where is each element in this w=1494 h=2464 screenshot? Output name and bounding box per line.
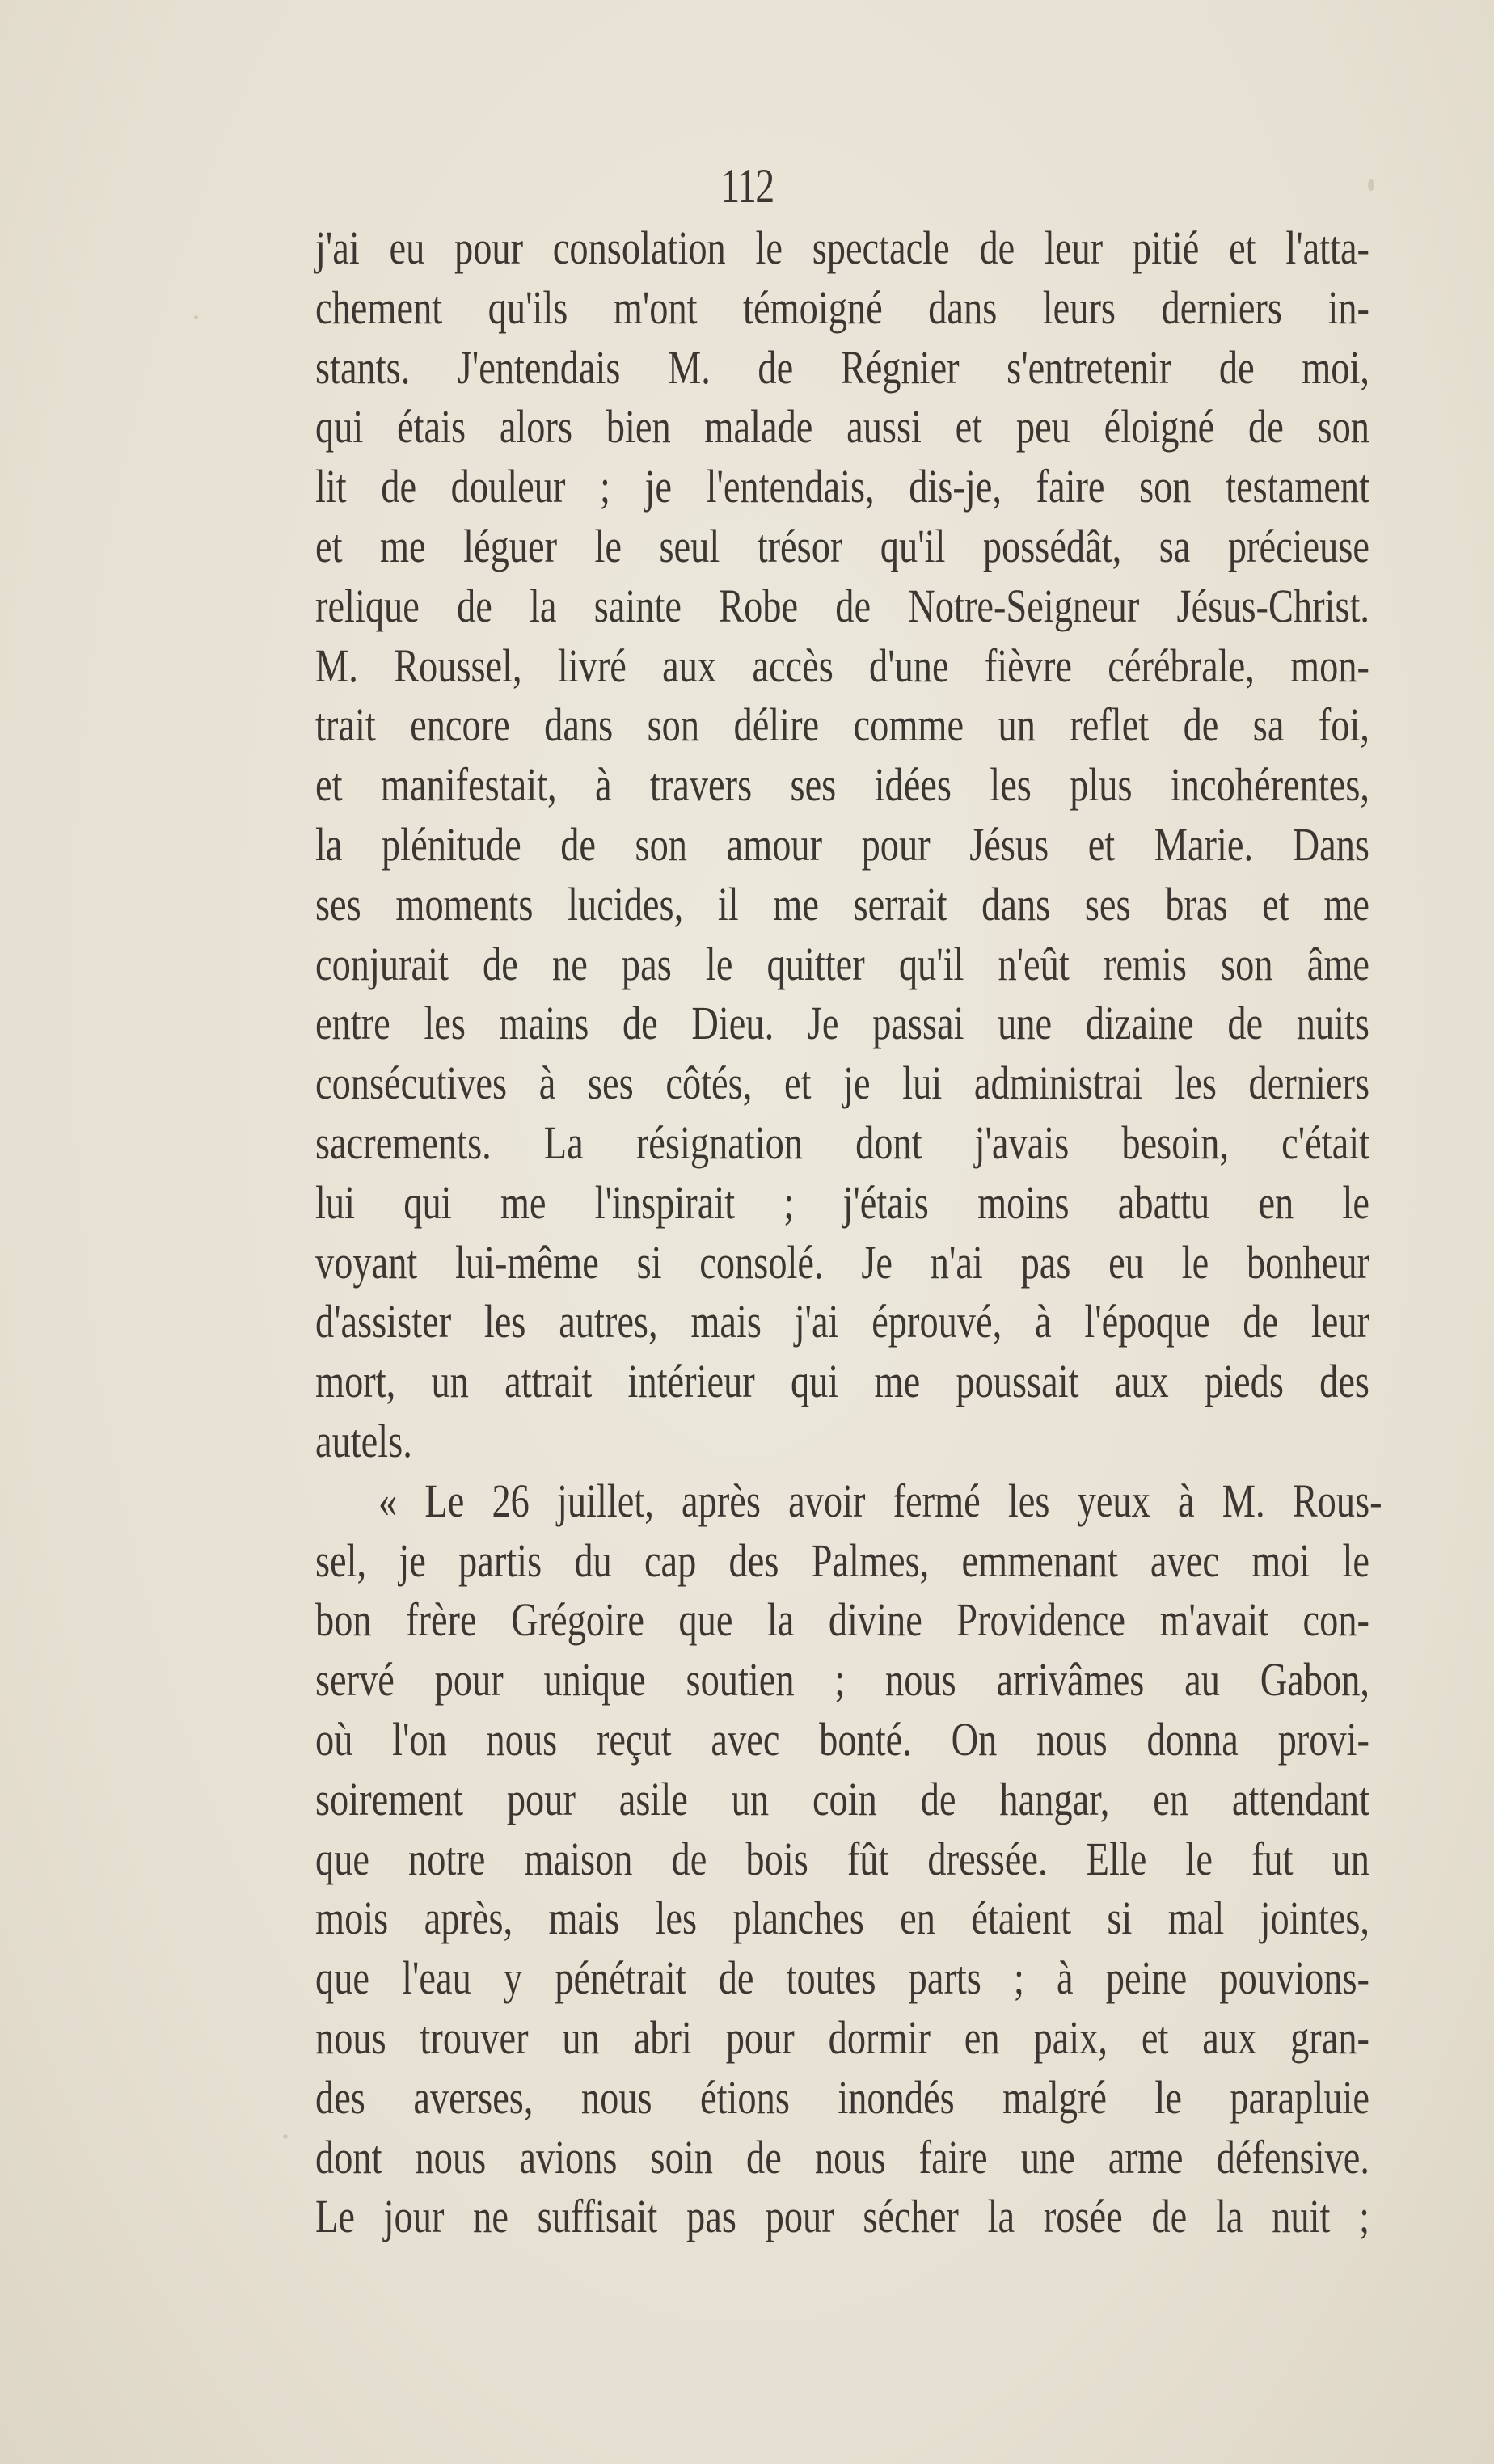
text-line [315, 1173, 1370, 1233]
text-line-content: trait encore dans son délire comme un reflet de sa foi, [315, 698, 1370, 752]
text-line [315, 1352, 1370, 1411]
text-line [315, 576, 1370, 636]
text-line-content: j'ai eu pour consolation le spectacle de leur pitié et l'atta- [315, 222, 1370, 274]
text-line [315, 2187, 1370, 2247]
page-number: 112 [720, 159, 774, 213]
text-line-content: des averses, nous étions inondés malgré le parapluie [315, 2070, 1370, 2124]
text-line [315, 2128, 1370, 2188]
text-line-content: consécutives à ses côtés, et je lui administrai les derniers [315, 1057, 1370, 1110]
text-line-content: bon frère Grégoire que la divine Providence m'avait con- [315, 1593, 1370, 1647]
text-line [315, 1053, 1370, 1113]
text-line-content: « Le 26 juillet, après avoir fermé les yeux à M. Rous- [378, 1474, 1382, 1527]
text-line [315, 1770, 1370, 1829]
text-line [315, 517, 1370, 576]
text-line-content: sel, je partis du cap des Palmes, emmenant avec moi le [315, 1534, 1370, 1587]
text-line [315, 2008, 1370, 2068]
text-line [315, 1233, 1370, 1293]
text-line-content: qui étais alors bien malade aussi et peu éloigné de son [315, 400, 1370, 454]
text-line [315, 218, 1370, 278]
text-line [315, 1948, 1370, 2008]
text-line [315, 397, 1370, 457]
text-line [315, 2068, 1370, 2128]
text-line-content: et me léguer le seul trésor qu'il possédât, sa précieuse [315, 519, 1370, 572]
paper-stain [283, 2134, 288, 2139]
text-line-content: où l'on nous reçut avec bonté. On nous donna provi- [315, 1712, 1370, 1766]
text-line [315, 1650, 1370, 1710]
text-line-content: dont nous avions soin de nous faire une arme défensive. [315, 2130, 1370, 2183]
text-line [315, 815, 1370, 875]
text-line [315, 278, 1370, 338]
text-line-content: conjurait de ne pas le quitter qu'il n'eût remis son âme [315, 937, 1370, 990]
paper-stain [194, 315, 198, 319]
text-line-content: servé pour unique soutien ; nous arrivâmes au Gabon, [315, 1653, 1370, 1707]
text-line-content: d'assister les autres, mais j'ai éprouvé, à l'époque de leur [315, 1295, 1370, 1348]
text-line-content: soirement pour asile un coin de hangar, en attendant [315, 1772, 1370, 1825]
text-line [315, 457, 1370, 517]
text-line [315, 338, 1370, 398]
text-line [315, 1292, 1370, 1352]
text-line-content: mois après, mais les planches en étaient si mal jointes, [315, 1892, 1370, 1945]
text-line [315, 994, 1370, 1053]
text-line-content: voyant lui-même si consolé. Je n'ai pas eu le bonheur [315, 1235, 1370, 1289]
text-line [315, 875, 1370, 935]
text-line-content: lui qui me l'inspirait ; j'étais moins abattu en le [315, 1175, 1370, 1229]
text-line [315, 935, 1370, 994]
text-line-content: que l'eau y pénétrait de toutes parts ; à peine pouvions- [315, 1951, 1370, 2005]
text-line-content: ses moments lucides, il me serrait dans ses bras et me [315, 877, 1370, 930]
text-line-content: M. Roussel, livré aux accès d'une fièvre cérébrale, mon- [315, 639, 1370, 692]
text-line-content: entre les mains de Dieu. Je passai une dizaine de nuits [315, 997, 1370, 1050]
text-line-content: et manifestait, à travers ses idées les plus incohérentes, [315, 758, 1370, 812]
text-line [315, 1531, 1370, 1591]
text-line-content: la plénitude de son amour pour Jésus et Marie. Dans [315, 817, 1370, 871]
text-line-content: nous trouver un abri pour dormir en paix, et aux gran- [315, 2010, 1370, 2064]
text-line [315, 1471, 1382, 1531]
text-line-content: mort, un attrait intérieur qui me poussait aux pieds des [315, 1355, 1370, 1408]
text-line-content: chement qu'ils m'ont témoigné dans leurs derniers in- [315, 281, 1370, 334]
text-line-content: stants. J'entendais M. de Régnier s'entretenir de moi, [315, 340, 1370, 394]
paper-stain [1368, 179, 1374, 191]
text-line [315, 755, 1370, 815]
text-line [315, 1888, 1370, 1948]
text-line [315, 1113, 1370, 1173]
text-line [315, 1590, 1370, 1650]
text-line-content: autels. [315, 1414, 412, 1467]
body-text [315, 218, 1382, 2247]
text-line-content: relique de la sainte Robe de Notre-Seigneur Jésus-Christ. [315, 579, 1370, 632]
text-line-content: que notre maison de bois fût dressée. Elle le fut un [315, 1832, 1370, 1885]
text-line-content: lit de douleur ; je l'entendais, dis-je, faire son testament [315, 460, 1370, 513]
text-line [315, 1411, 1370, 1471]
text-line [315, 695, 1370, 755]
text-line [315, 1710, 1370, 1770]
text-line [315, 1829, 1370, 1889]
text-line [315, 636, 1370, 696]
text-line-content: sacrements. La résignation dont j'avais besoin, c'était [315, 1116, 1370, 1169]
text-line-content: Le jour ne suffisait pas pour sécher la rosée de la nuit ; [315, 2190, 1370, 2243]
